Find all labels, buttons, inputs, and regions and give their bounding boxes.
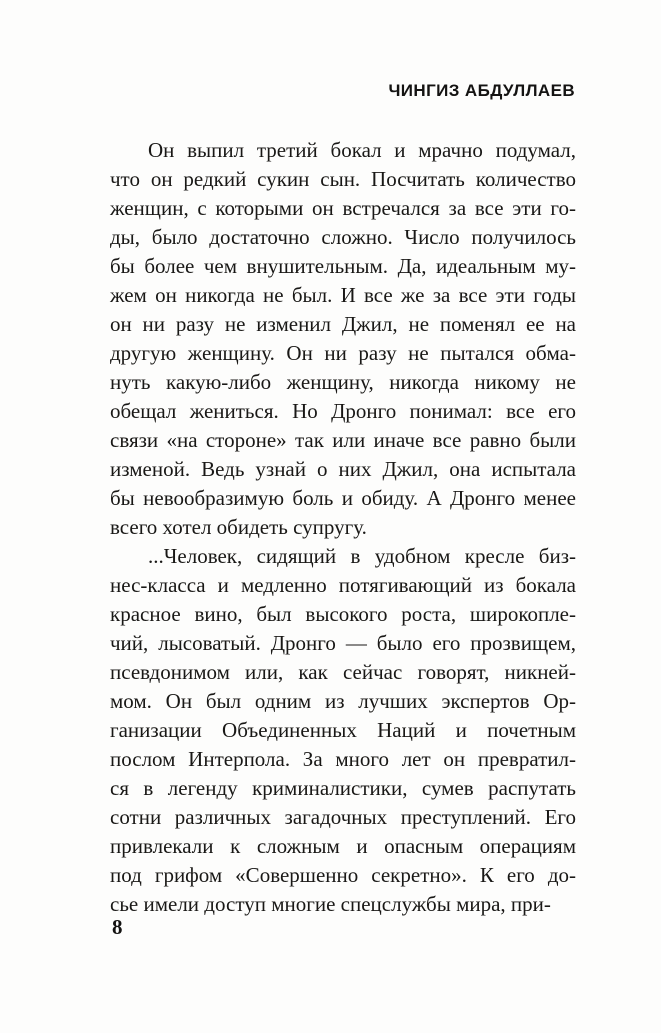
text-line: псевдонимом или, как сейчас говорят, никней-: [110, 660, 576, 684]
text-line: обещал жениться. Но Дронго понимал: все его: [110, 399, 576, 423]
text-line: другую женщину. Он ни разу не пытался обма-: [110, 341, 576, 365]
text-line: чий, лысоватый. Дронго — было его прозвищем,: [110, 631, 576, 655]
text-line: изменой. Ведь узнай о них Джил, она испытала: [110, 457, 576, 481]
text-line: привлекали к сложным и опасным операциям: [110, 834, 576, 858]
text-line: ся в легенду криминалистики, сумев распутать: [110, 776, 576, 800]
text-line: ды, было достаточно сложно. Число получилось: [110, 225, 576, 249]
text-line: связи «на стороне» так или иначе все равно были: [110, 428, 576, 452]
text-line: нуть какую-либо женщину, никогда никому не: [110, 370, 576, 394]
paragraph: [110, 542, 576, 919]
text-line: он ни разу не изменил Джил, не поменял ее на: [110, 312, 576, 336]
body-text: [110, 136, 576, 919]
text-line: ганизации Объединенных Наций и почетным: [110, 718, 576, 742]
text-line: мом. Он был одним из лучших экспертов Ор-: [110, 689, 576, 713]
text-line: красное вино, был высокого роста, широкопле-: [110, 602, 576, 626]
text-line: сотни различных загадочных преступлений. Его: [110, 805, 576, 829]
text-line: Он выпил третий бокал и мрачно подумал,: [148, 138, 576, 162]
text-line: женщин, с которыми он встречался за все эти го-: [110, 196, 576, 220]
text-line: всего хотел обидеть супругу.: [110, 515, 367, 539]
running-header-author: ЧИНГИЗ АБДУЛЛАЕВ: [388, 81, 575, 100]
text-line: ...Человек, сидящий в удобном кресле биз-: [148, 544, 576, 568]
text-line: под грифом «Совершенно секретно». К его до-: [110, 863, 576, 887]
text-line: что он редкий сукин сын. Посчитать количество: [110, 167, 576, 191]
page-number: 8: [112, 915, 123, 939]
text-line: послом Интерпола. За много лет он превратил-: [110, 747, 576, 771]
text-line: жем он никогда не был. И все же за все эти годы: [110, 283, 576, 307]
text-line: сье имели доступ многие спецслужбы мира, при-: [110, 892, 551, 916]
text-line: бы более чем внушительным. Да, идеальным му-: [110, 254, 576, 278]
text-line: бы невообразимую боль и обиду. А Дронго менее: [110, 486, 576, 510]
text-line: нес-класса и медленно потягивающий из бокала: [110, 573, 576, 597]
paragraph: [110, 136, 576, 542]
